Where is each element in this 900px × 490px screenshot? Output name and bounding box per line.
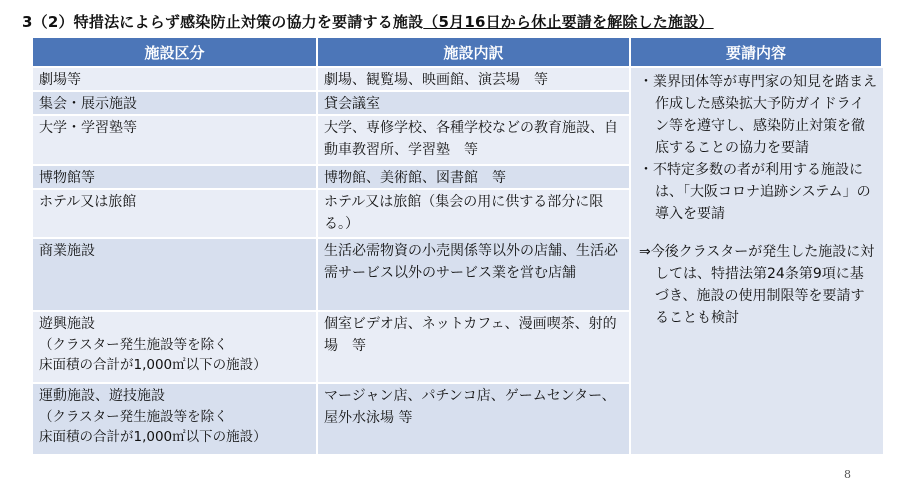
row-category: 集会・展示施設 (33, 90, 318, 114)
request-item: ・業界団体等が専門家の知見を踏まえ作成した感染拡大予防ガイドライン等を遵守し、感染防止対策を徹底することの協力を要請 (639, 74, 877, 156)
title-sub: （5月16日から休止要請を解除した施設） (423, 13, 714, 31)
header-category: 施設区分 (33, 38, 318, 66)
row-detail: ホテル又は旅館（集会の用に供する部分に限る。） (318, 188, 631, 237)
request-item: ・不特定多数の者が利用する施設には、「大阪コロナ追跡システム」の導入を要請 (639, 162, 871, 222)
row-detail: 生活必需物資の小売関係等以外の店舗、生活必需サービス以外のサービス業を営む店舗 (318, 237, 631, 310)
page-title (22, 11, 714, 32)
row-note: （クラスター発生施設等を除く 床面積の合計が1,000㎡以下の施設） (39, 409, 267, 445)
row-category-cell (33, 310, 318, 382)
request-item: ⇒今後クラスターが発生した施設に対しては、特措法第24条第9項に基づき、施設の使用制限等を要請することも検討 (639, 244, 875, 326)
request-content (631, 66, 883, 454)
row-detail: 個室ビデオ店、ネットカフェ、漫画喫茶、射的場 等 (318, 310, 631, 382)
row-category: 劇場等 (33, 66, 318, 90)
row-category: 商業施設 (33, 237, 318, 310)
row-detail: 貸会議室 (318, 90, 631, 114)
row-detail: 劇場、観覧場、映画館、演芸場 等 (318, 66, 631, 90)
row-category: ホテル又は旅館 (33, 188, 318, 237)
title-main: 3（2）特措法によらず感染防止対策の協力を要請する施設 (22, 13, 424, 31)
row-category-cell (33, 382, 318, 454)
header-request: 要請内容 (631, 38, 883, 66)
row-category: 大学・学習塾等 (33, 114, 318, 164)
row-detail: マージャン店、パチンコ店、ゲームセンター、屋外水泳場 等 (318, 382, 631, 454)
header-detail: 施設内訳 (318, 38, 631, 66)
row-detail: 大学、専修学校、各種学校などの教育施設、自動車教習所、学習塾 等 (318, 114, 631, 164)
page-number: 8 (844, 468, 851, 481)
row-category: 博物館等 (33, 164, 318, 188)
row-detail: 博物館、美術館、図書館 等 (318, 164, 631, 188)
row-note: （クラスター発生施設等を除く 床面積の合計が1,000㎡以下の施設） (39, 337, 267, 373)
row-category: 遊興施設 (39, 316, 95, 332)
row-category: 運動施設、遊技施設 (39, 388, 165, 404)
facility-table (33, 38, 883, 454)
